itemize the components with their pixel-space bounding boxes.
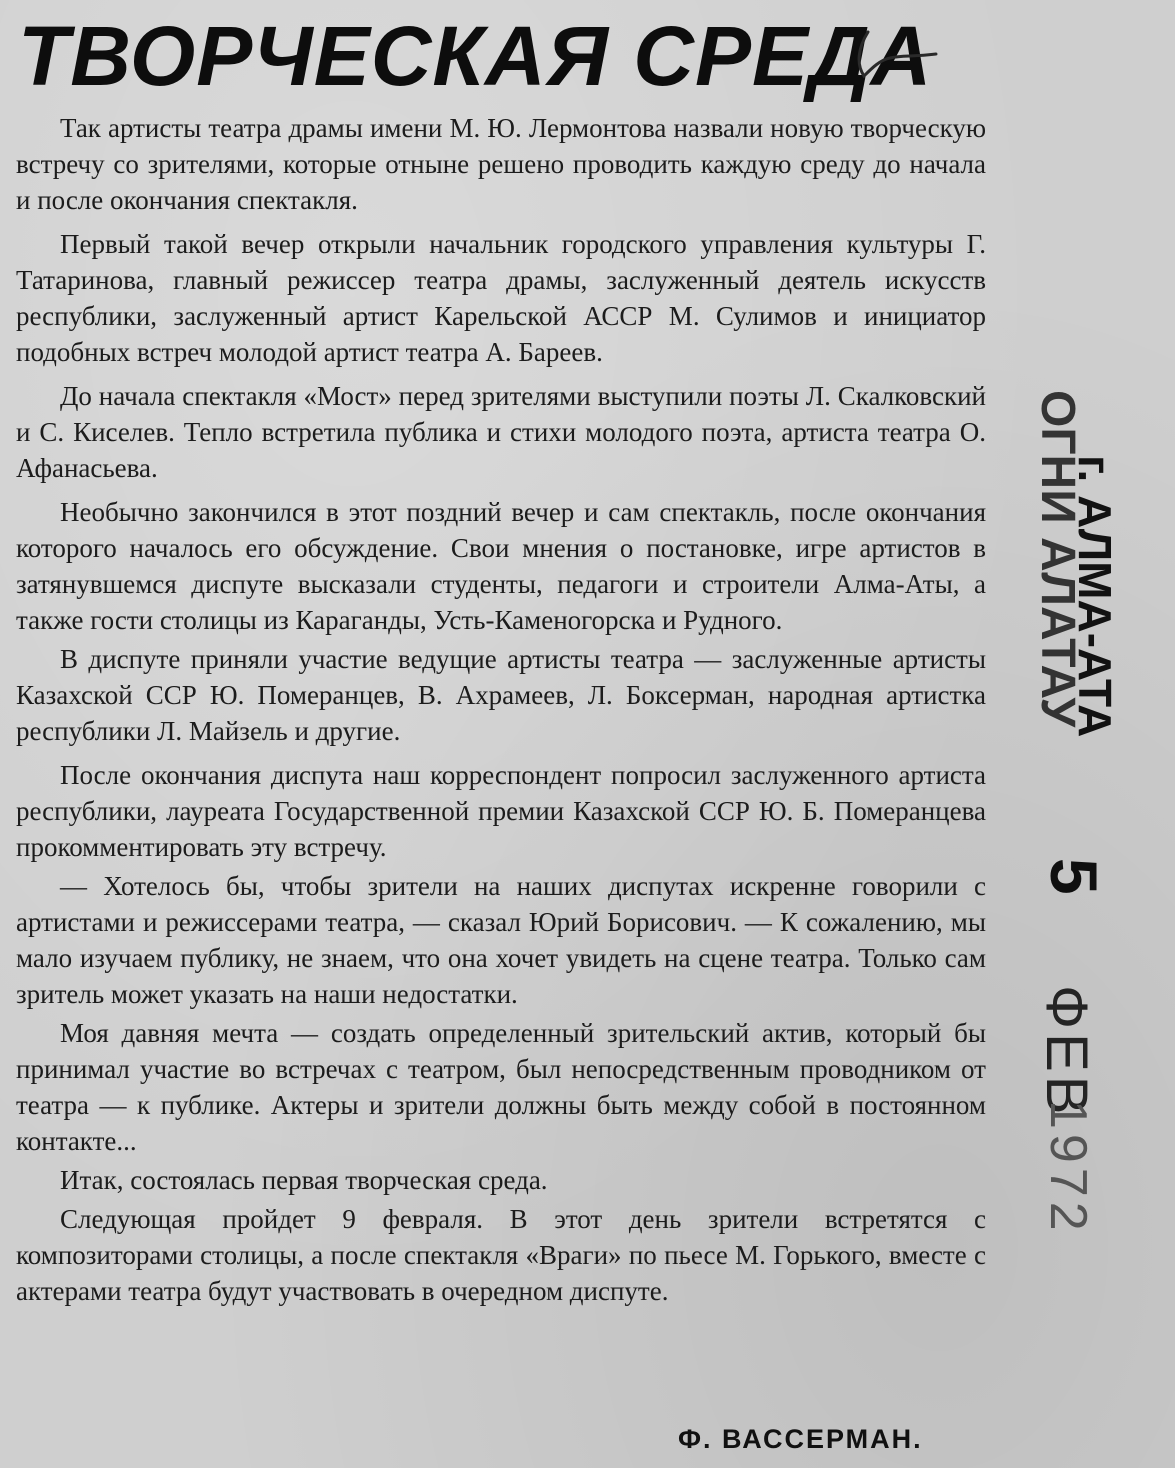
article-paragraph: В диспуте приняли участие ведущие артисты театра — заслуженные артисты Казахской ССР Ю. Померанцев, В. Ахрамеев, Л. Боксерман, народная артистка республики Л. Майзель и другие. [16,644,986,746]
article-paragraph: После окончания диспута наш корреспондент попросил заслуженного артиста республики, лауреата Государственной премии Казахской ССР Ю. Б. Померанцева прокомментировать эту встречу. [16,760,986,862]
article-paragraph: Следующая пройдет 9 февраля. В этот день зрители встретятся с композиторами столицы, а после спектакля «Враги» по пьесе М. Горького, вместе с актерами театра будут участвовать в очередном диспуте. [16,1204,986,1306]
stamp-month: ФЕВ [1034,985,1099,1119]
author-signature: Ф. ВАССЕРМАН. [678,1424,923,1454]
stamp-city: г. АЛМА-АТА [1069,455,1121,738]
article-headline: ТВОРЧЕСКАЯ СРЕДА [18,9,933,103]
stamp-day: 5 [1037,858,1111,895]
article-paragraph: Так артисты театра драмы имени М. Ю. Лермонтова назвали новую творческую встречу со зрителями, которые отныне решено проводить каждую среду до начала и после окончания спектакля. [16,113,986,215]
article-paragraph: До начала спектакля «Мост» перед зрителями выступили поэты Л. Скалковский и С. Киселев. Тепло встретила публика и стихи молодого поэта, артиста театра О. Афанасьева. [16,381,986,483]
stamp-year: 1972 [1039,1100,1097,1236]
stamp-newspaper-name: ОГНИ АЛАТАУ [1031,390,1084,728]
article-paragraph: Моя давняя мечта — создать определенный зрительский актив, который бы принимал участие во встречах с театром, был непосредственным проводником от театра — к публике. Актеры и зрители должны быть между собой в постоянном контакте... [16,1018,986,1156]
handwritten-checkmark-icon [850,24,940,84]
article-paragraph: Первый такой вечер открыли начальник городского управления культуры Г. Татаринова, главный режиссер театра драмы, заслуженный деятель искусств республики, заслуженный артист Карельской АССР М. Сулимов и инициатор подобных встреч молодой артист театра А. Бареев. [16,229,986,367]
article-body [16,110,986,1317]
article-paragraph: — Хотелось бы, чтобы зрители на наших диспутах искренне говорили с артистами и режиссерами театра, — сказал Юрий Борисович. — К сожалению, мы мало изучаем публику, не знаем, что она хочет увидеть на сцене театра. Только сам зритель может указать на наши недостатки. [16,871,986,1009]
article-paragraph: Итак, состоялась первая творческая среда. [60,1165,548,1195]
article-paragraph: Необычно закончился в этот поздний вечер и сам спектакль, после окончания которого началось его обсуждение. Свои мнения о постановке, игре артистов в затянувшемся диспуте высказали студенты, педагоги и строители Алма-Аты, а также гости столицы из Караганды, Усть-Каменогорска и Рудного. [16,497,986,635]
newspaper-clipping [8,6,998,1466]
